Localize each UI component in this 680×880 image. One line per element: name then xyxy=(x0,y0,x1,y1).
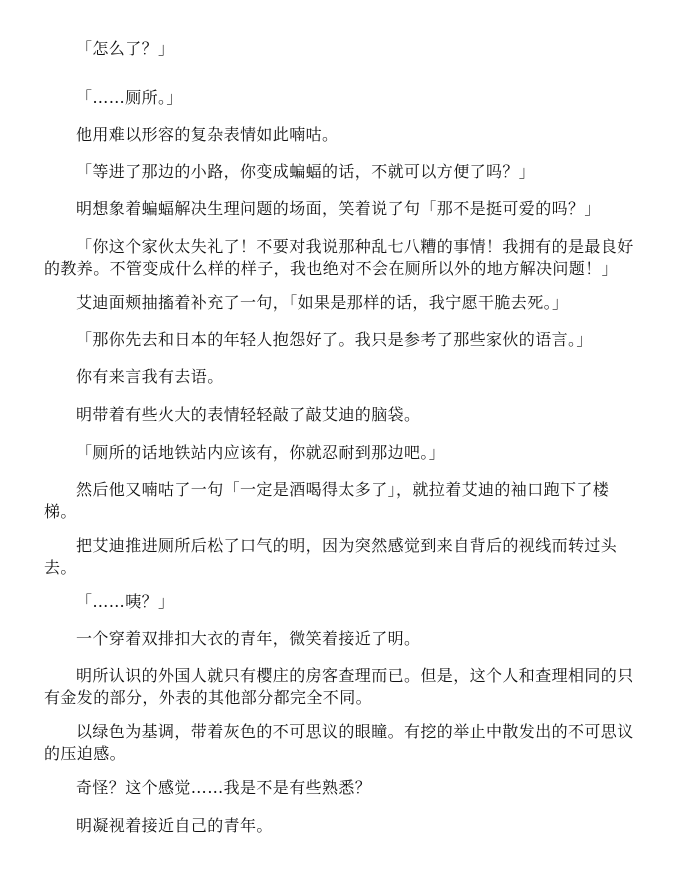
paragraph: 「厕所的话地铁站内应该有，你就忍耐到那边吧。」 xyxy=(76,443,446,462)
paragraph: 明带着有些火大的表情轻轻敲了敲艾迪的脑袋。 xyxy=(76,405,421,424)
paragraph: 以绿色为基调，带着灰色的不可思议的眼瞳。有挖的举止中散发出的不可思议的压迫感。 xyxy=(44,722,634,763)
paragraph: 一个穿着双排扣大衣的青年，微笑着接近了明。 xyxy=(76,629,421,648)
paragraph: 然后他又喃咕了一句「一定是酒喝得太多了」，就拉着艾迪的袖口跑下了楼梯。 xyxy=(44,480,610,521)
paragraph: 他用难以形容的复杂表情如此喃咕。 xyxy=(76,125,339,144)
paragraph: 「……咦？」 xyxy=(76,592,175,611)
paragraph: 「等进了那边的小路，你变成蝙蝠的话，不就可以方便了吗？」 xyxy=(76,162,536,181)
paragraph: 艾迪面颊抽搐着补充了一句，「如果是那样的话，我宁愿干脆去死。」 xyxy=(76,293,569,312)
paragraph: 奇怪？这个感觉……我是不是有些熟悉？ xyxy=(76,778,372,797)
paragraph: 明所认识的外国人就只有樱庄的房客查理而已。但是，这个人和查理相同的只有金发的部分，外表的其他部分都完全不同。 xyxy=(44,666,634,707)
paragraph: 「怎么了？」 xyxy=(76,39,175,58)
paragraph: 明想象着蝙蝠解决生理问题的场面，笑着说了句「那不是挺可爱的吗？」 xyxy=(76,199,601,218)
paragraph: 把艾迪推进厕所后松了口气的明，因为突然感觉到来自背后的视线而转过头去。 xyxy=(44,536,618,577)
paragraph: 「你这个家伙太失礼了！不要对我说那种乱七八糟的事情！我拥有的是最良好的教养。不管变成什么样的样子，我也绝对不会在厕所以外的地方解决问题！」 xyxy=(44,237,634,278)
paragraph: 你有来言我有去语。 xyxy=(76,367,224,386)
paragraph: 「那你先去和日本的年轻人抱怨好了。我只是参考了那些家伙的语言。」 xyxy=(76,330,593,349)
paragraph: 「……厕所。」 xyxy=(76,88,183,107)
paragraph: 明凝视着接近自己的青年。 xyxy=(76,816,273,835)
